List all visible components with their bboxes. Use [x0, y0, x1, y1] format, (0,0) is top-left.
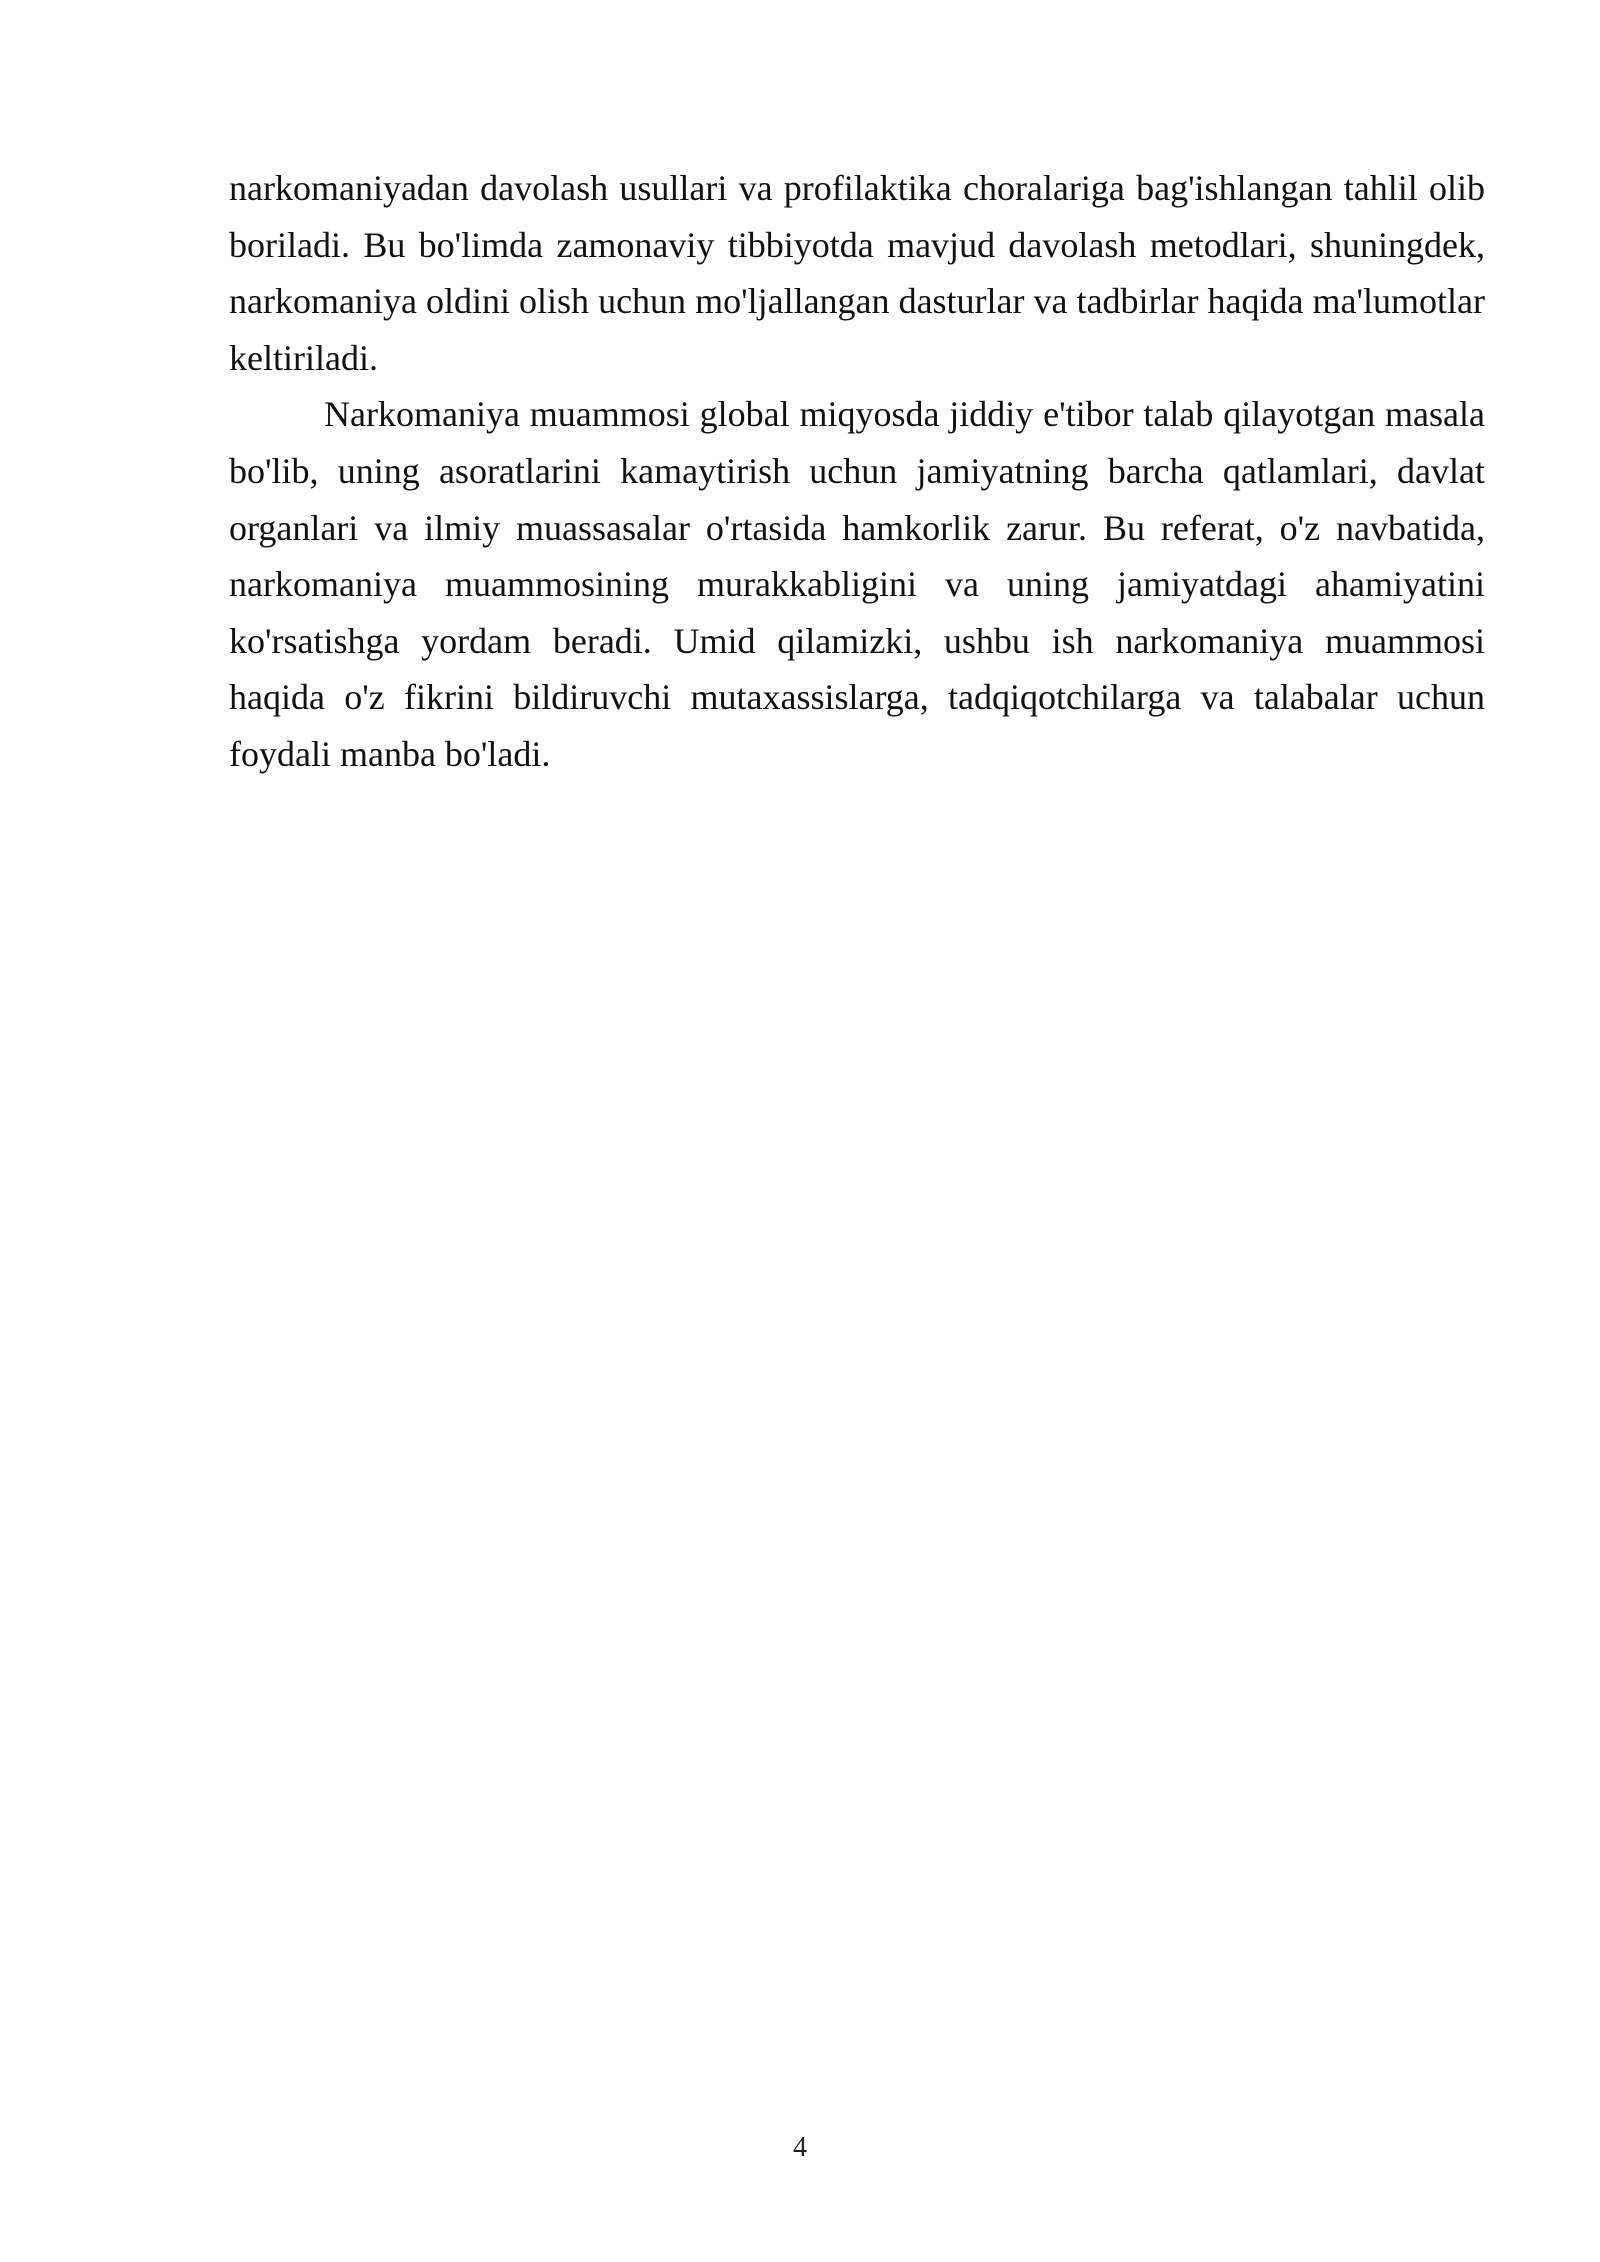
document-body: [229, 160, 1485, 783]
paragraph-2: Narkomaniya muammosi global miqyosda jiddiy e'tibor talab qilayotgan masala bo'lib, uning asoratlarini kamaytirish uchun jamiyatning barcha qatlamlari, davlat organlari va ilmiy muassasalar o'rtasida hamkorlik zarur. Bu referat, o'z navbatida, narkomaniya muammosining murakkabligini va uning jamiyatdagi ahamiyatini ko'rsatishga yordam beradi. Umid qilamizki, ushbu ish narkomaniya muammosi haqida o'z fikrini bildiruvchi mutaxassislarga, tadqiqotchilarga va talabalar uchun foydali manba bo'ladi.: [229, 394, 1485, 774]
page-number: 4: [793, 2132, 807, 2163]
paragraph-1: narkomaniyadan davolash usullari va profilaktika choralariga bag'ishlangan tahlil olib boriladi. Bu bo'limda zamonaviy tibbiyotda mavjud davolash metodlari, shuningdek, narkomaniya oldini olish uchun mo'ljallangan dasturlar va tadbirlar haqida ma'lumotlar keltiriladi.: [229, 168, 1485, 378]
